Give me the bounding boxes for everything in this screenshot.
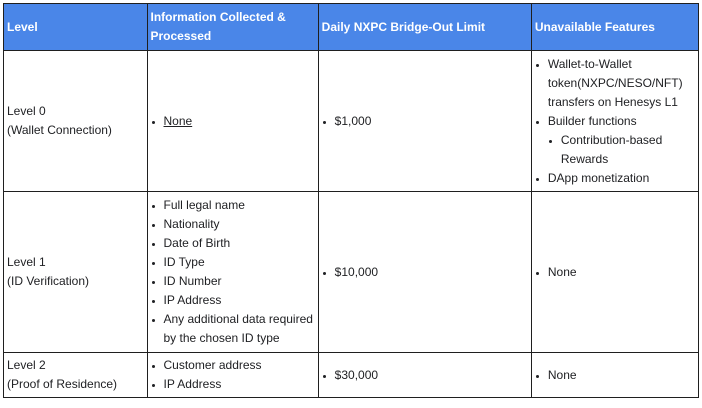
unavailable-list <box>535 366 696 385</box>
level-cell <box>4 192 148 353</box>
limit-value: • $1,000 <box>335 112 529 131</box>
unavailable-item: • Wallet-to-Wallet token(NXPC/NESO/NFT) transfers on Henesys L1 <box>548 55 696 112</box>
info-item: • Customer address <box>164 356 316 375</box>
info-cell <box>147 51 318 192</box>
info-list <box>151 112 316 131</box>
info-list <box>151 196 316 348</box>
limit-list <box>322 366 529 385</box>
level-name: Level 0 <box>7 104 46 118</box>
info-item: • Nationality <box>164 215 316 234</box>
info-item: • ID Number <box>164 272 316 291</box>
level-description: (Wallet Connection) <box>7 123 112 137</box>
level-description: (ID Verification) <box>7 274 90 288</box>
info-item: • Full legal name <box>164 196 316 215</box>
header-daily-limit: Daily NXPC Bridge-Out Limit <box>318 4 531 51</box>
info-item: • IP Address <box>164 375 316 394</box>
header-level: Level <box>4 4 148 51</box>
limit-cell <box>318 353 531 398</box>
info-item: • Any additional data required by the chosen ID type <box>164 310 316 348</box>
info-cell <box>147 353 318 398</box>
unavailable-cell <box>531 353 698 398</box>
kyc-levels-table <box>3 3 699 398</box>
header-information-collected: Information Collected & Processed <box>147 4 318 51</box>
unavailable-cell <box>531 192 698 353</box>
level-cell <box>4 353 148 398</box>
unavailable-list <box>535 263 696 282</box>
limit-value: • $10,000 <box>335 263 529 282</box>
unavailable-item: • DApp monetization <box>548 169 696 188</box>
info-list <box>151 356 316 394</box>
info-item: • Date of Birth <box>164 234 316 253</box>
header-unavailable-features: Unavailable Features <box>531 4 698 51</box>
level-description: (Proof of Residence) <box>7 377 118 391</box>
limit-cell <box>318 51 531 192</box>
unavailable-item <box>548 112 696 169</box>
table-row-level-1 <box>4 192 699 353</box>
info-item: • IP Address <box>164 291 316 310</box>
level-name: Level 1 <box>7 255 46 269</box>
unavailable-list <box>535 55 696 188</box>
unavailable-item: • None <box>548 263 696 282</box>
unavailable-subitem: • Contribution-based Rewards <box>561 131 696 169</box>
limit-cell <box>318 192 531 353</box>
unavailable-item-label: Builder functions <box>547 113 637 128</box>
unavailable-sublist <box>548 131 696 169</box>
level-cell <box>4 51 148 192</box>
info-item: • ID Type <box>164 253 316 272</box>
info-cell <box>147 192 318 353</box>
level-name: Level 2 <box>7 358 46 372</box>
info-item: • None <box>164 112 316 131</box>
limit-list <box>322 263 529 282</box>
table-header-row <box>4 4 699 51</box>
unavailable-cell <box>531 51 698 192</box>
limit-list <box>322 112 529 131</box>
table-row-level-0 <box>4 51 699 192</box>
unavailable-item: • None <box>548 366 696 385</box>
table-row-level-2 <box>4 353 699 398</box>
limit-value: • $30,000 <box>335 366 529 385</box>
